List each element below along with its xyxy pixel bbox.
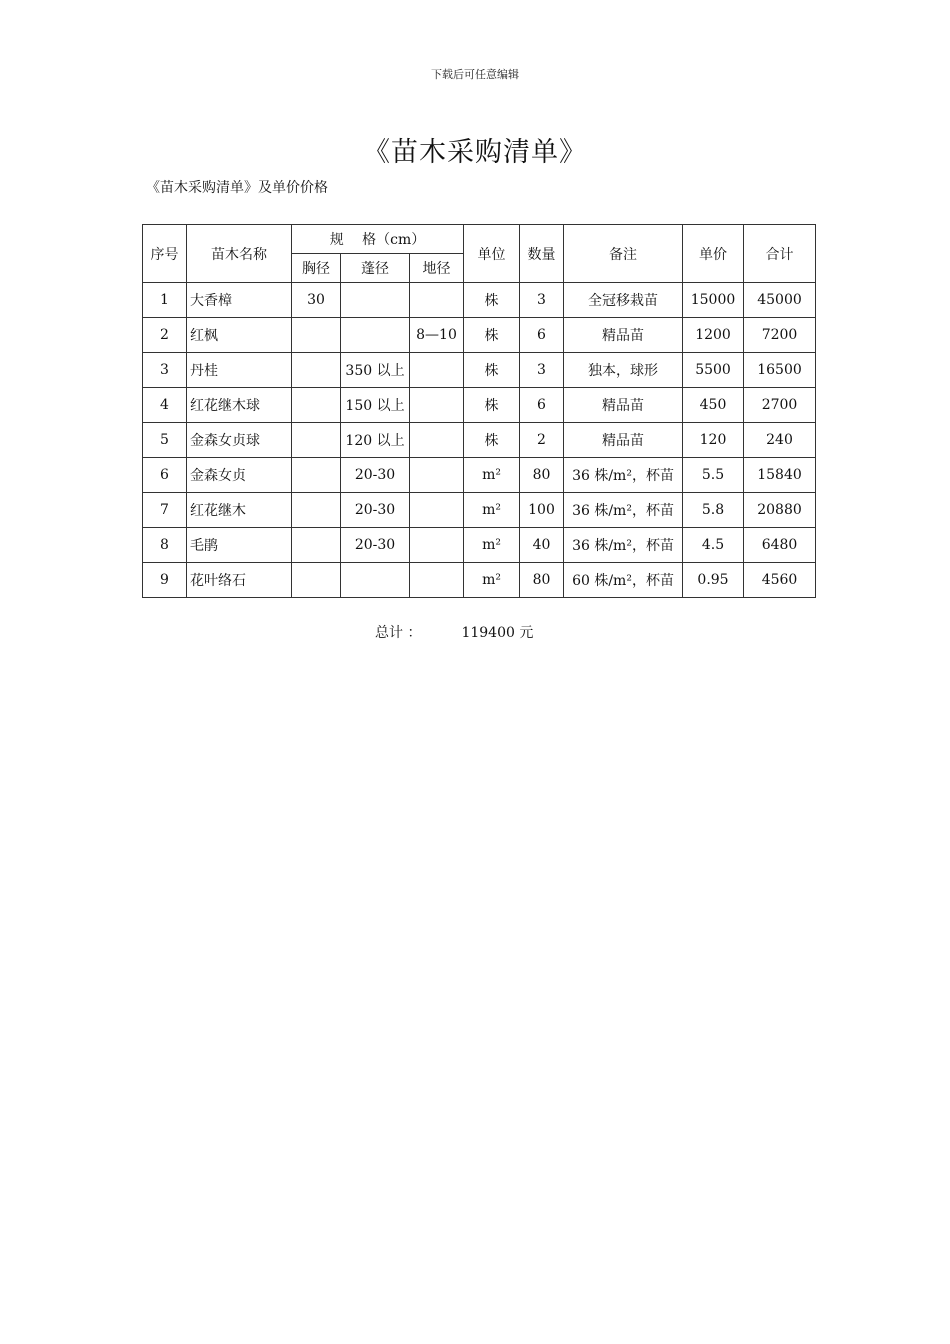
cell-note: 36 株/m²，杯苗 [564, 458, 683, 493]
cell-crown: 120 以上 [341, 423, 410, 458]
table-row [143, 563, 816, 598]
document-subtitle: 《苗木采购清单》及单价价格 [146, 180, 328, 196]
cell-qty: 3 [520, 283, 564, 318]
table-row [143, 283, 816, 318]
cell-crown [341, 563, 410, 598]
cell-seq: 6 [143, 458, 187, 493]
cell-price: 15000 [683, 283, 744, 318]
cell-price: 5500 [683, 353, 744, 388]
cell-subtotal: 6480 [744, 528, 816, 563]
cell-crown: 20-30 [341, 528, 410, 563]
cell-seq: 1 [143, 283, 187, 318]
header-spec-ground: 地径 [410, 254, 464, 283]
cell-name: 花叶络石 [187, 563, 292, 598]
cell-seq: 7 [143, 493, 187, 528]
cell-ground [410, 388, 464, 423]
cell-qty: 40 [520, 528, 564, 563]
table-row [143, 353, 816, 388]
table-row [143, 528, 816, 563]
table-row [143, 493, 816, 528]
table-row [143, 423, 816, 458]
cell-ground [410, 528, 464, 563]
cell-subtotal: 7200 [744, 318, 816, 353]
cell-name: 大香樟 [187, 283, 292, 318]
cell-name: 丹桂 [187, 353, 292, 388]
cell-crown [341, 283, 410, 318]
cell-ground: 8—10 [410, 318, 464, 353]
cell-name: 毛鹃 [187, 528, 292, 563]
cell-chest [292, 353, 341, 388]
cell-note: 36 株/m²，杯苗 [564, 528, 683, 563]
cell-name: 金森女贞球 [187, 423, 292, 458]
cell-crown: 150 以上 [341, 388, 410, 423]
cell-note: 独本，球形 [564, 353, 683, 388]
cell-subtotal: 20880 [744, 493, 816, 528]
cell-unit: 株 [464, 283, 520, 318]
cell-name: 红花继木球 [187, 388, 292, 423]
cell-crown [341, 318, 410, 353]
cell-subtotal: 16500 [744, 353, 816, 388]
cell-price: 120 [683, 423, 744, 458]
cell-ground [410, 423, 464, 458]
cell-name: 红花继木 [187, 493, 292, 528]
cell-crown: 20-30 [341, 493, 410, 528]
cell-subtotal: 45000 [744, 283, 816, 318]
header-note: 备注 [564, 225, 683, 283]
header-price: 单价 [683, 225, 744, 283]
table-row [143, 318, 816, 353]
cell-subtotal: 4560 [744, 563, 816, 598]
header-name: 苗木名称 [187, 225, 292, 283]
cell-chest [292, 423, 341, 458]
cell-ground [410, 353, 464, 388]
cell-price: 4.5 [683, 528, 744, 563]
cell-ground [410, 458, 464, 493]
header-note: 下载后可任意编辑 [431, 68, 519, 81]
cell-chest [292, 318, 341, 353]
cell-price: 450 [683, 388, 744, 423]
cell-qty: 100 [520, 493, 564, 528]
cell-note: 精品苗 [564, 318, 683, 353]
cell-unit: m² [464, 528, 520, 563]
cell-price: 0.95 [683, 563, 744, 598]
cell-subtotal: 15840 [744, 458, 816, 493]
header-unit: 单位 [464, 225, 520, 283]
cell-qty: 80 [520, 458, 564, 493]
cell-unit: 株 [464, 388, 520, 423]
cell-ground [410, 493, 464, 528]
cell-note: 60 株/m²，杯苗 [564, 563, 683, 598]
cell-unit: m² [464, 563, 520, 598]
cell-seq: 3 [143, 353, 187, 388]
cell-seq: 5 [143, 423, 187, 458]
table-row [143, 388, 816, 423]
header-subtotal: 合计 [744, 225, 816, 283]
cell-unit: 株 [464, 353, 520, 388]
cell-ground [410, 283, 464, 318]
grand-total [375, 622, 533, 642]
cell-seq: 9 [143, 563, 187, 598]
cell-unit: m² [464, 458, 520, 493]
header-spec: 规 格（cm） [292, 225, 464, 254]
header-seq: 序号 [143, 225, 187, 283]
total-amount: 119400 元 [461, 625, 534, 641]
cell-subtotal: 240 [744, 423, 816, 458]
cell-chest [292, 528, 341, 563]
table-header-row [143, 225, 816, 254]
cell-note: 全冠移栽苗 [564, 283, 683, 318]
header-spec-crown: 蓬径 [341, 254, 410, 283]
cell-unit: 株 [464, 423, 520, 458]
cell-chest [292, 493, 341, 528]
cell-unit: 株 [464, 318, 520, 353]
cell-name: 金森女贞 [187, 458, 292, 493]
cell-crown: 350 以上 [341, 353, 410, 388]
cell-chest [292, 458, 341, 493]
cell-qty: 2 [520, 423, 564, 458]
cell-chest [292, 563, 341, 598]
cell-qty: 3 [520, 353, 564, 388]
cell-qty: 6 [520, 388, 564, 423]
cell-seq: 4 [143, 388, 187, 423]
cell-price: 5.5 [683, 458, 744, 493]
document-title: 《苗木采购清单》 [363, 137, 587, 168]
header-spec-chest: 胸径 [292, 254, 341, 283]
cell-ground [410, 563, 464, 598]
cell-chest [292, 388, 341, 423]
cell-seq: 8 [143, 528, 187, 563]
header-qty: 数量 [520, 225, 564, 283]
total-label: 总计 ： [375, 625, 422, 641]
cell-seq: 2 [143, 318, 187, 353]
cell-note: 精品苗 [564, 423, 683, 458]
cell-qty: 6 [520, 318, 564, 353]
cell-subtotal: 2700 [744, 388, 816, 423]
cell-name: 红枫 [187, 318, 292, 353]
cell-crown: 20-30 [341, 458, 410, 493]
cell-price: 5.8 [683, 493, 744, 528]
cell-chest: 30 [292, 283, 341, 318]
purchase-table [142, 224, 816, 598]
table-row [143, 458, 816, 493]
cell-note: 36 株/m²，杯苗 [564, 493, 683, 528]
cell-note: 精品苗 [564, 388, 683, 423]
cell-unit: m² [464, 493, 520, 528]
cell-price: 1200 [683, 318, 744, 353]
cell-qty: 80 [520, 563, 564, 598]
